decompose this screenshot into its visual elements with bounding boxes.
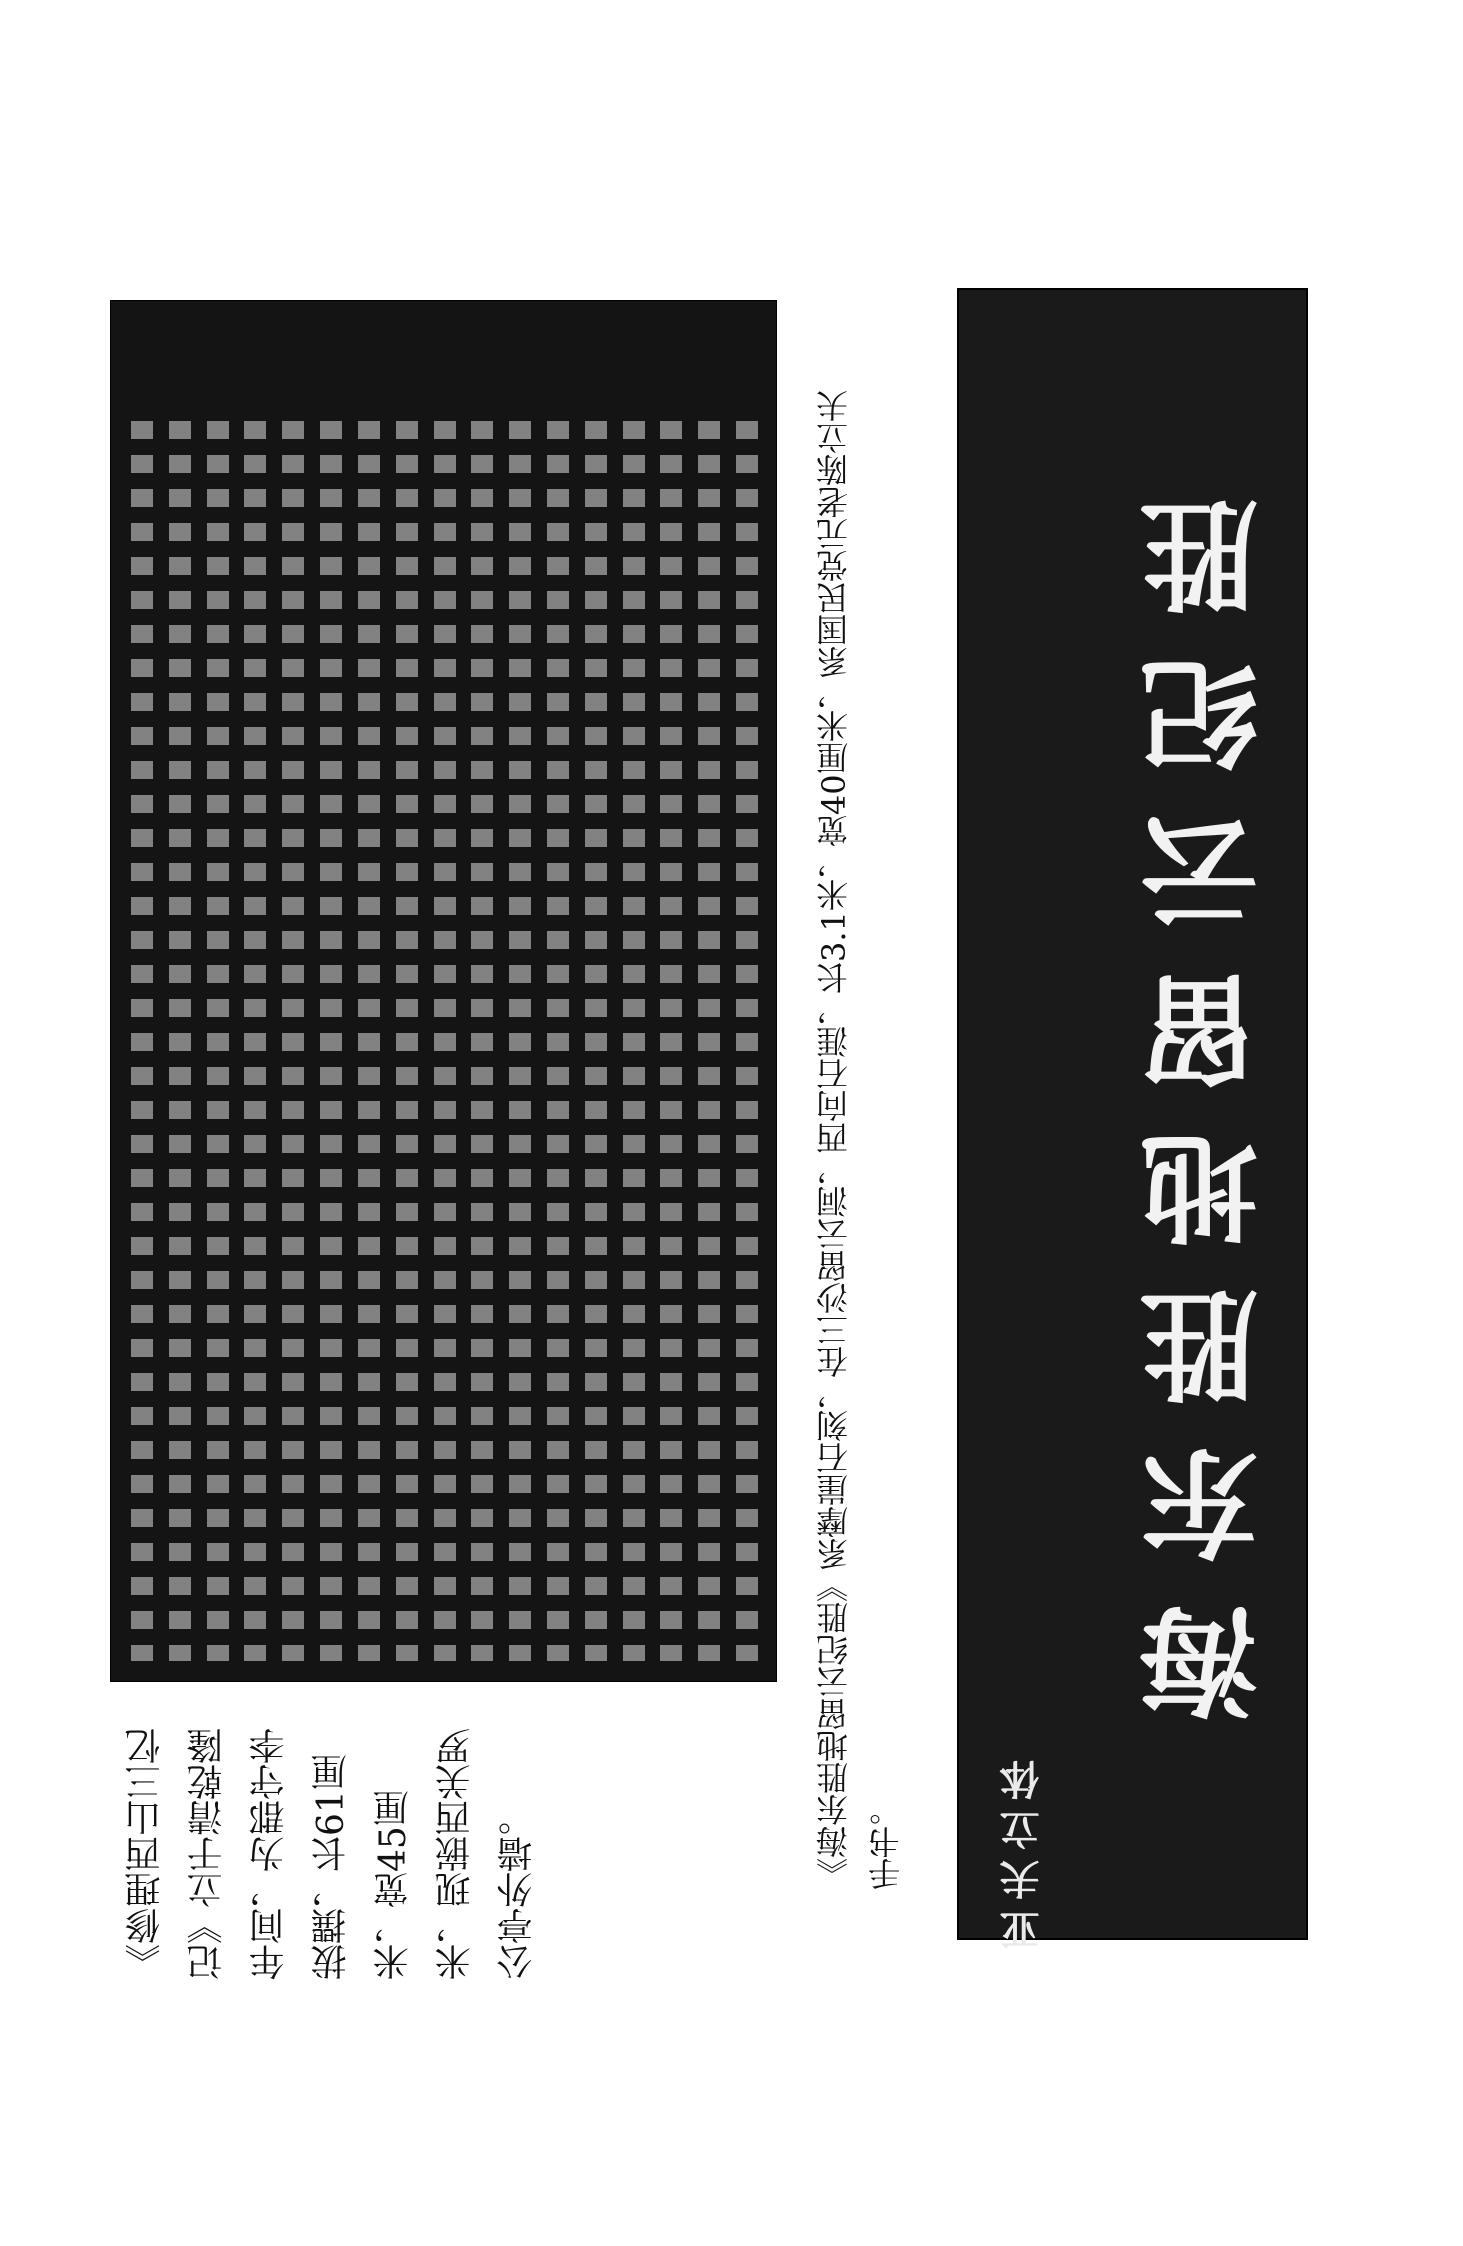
rubbing-glyph-column (736, 421, 758, 1661)
rubbing-glyph-column (169, 421, 191, 1661)
stone-rubbing-image (110, 300, 777, 1682)
rubbing-glyph-column (320, 421, 342, 1661)
main-caption: 《海东胜地留云纪胜》系摩崖石刻，在三沙留云洞，西向石涯，长3.1米，宽40厘米，系国民党元老陈立夫手书。 (815, 390, 905, 1890)
rubbing-glyph-column (434, 421, 456, 1661)
rubbing-glyph-column (358, 421, 380, 1661)
rubbing-glyph-column (282, 421, 304, 1661)
rubbing-glyph-column (396, 421, 418, 1661)
banner-title: 海东胜地留云纪胜 (1139, 458, 1278, 1722)
calligraphy-banner (957, 288, 1308, 1950)
rubbing-glyph-column (207, 421, 229, 1661)
rubbing-glyph-column (244, 421, 266, 1661)
rubbing-glyph-column (660, 421, 682, 1661)
rubbing-glyph-column (547, 421, 569, 1661)
banner-signature: 亚夫立体 (999, 1750, 1046, 1950)
secondary-caption: 《修理西山三忆记》立于清乾隆年间，为郡守李拔撰，长61厘米，宽45厘米，现嵌西关罗公亭外墙。 (125, 1728, 538, 1980)
rubbing-glyph-column (698, 421, 720, 1661)
rubbing-glyph-column (585, 421, 607, 1661)
rubbing-glyph-column (471, 421, 493, 1661)
rubbing-glyph-column (509, 421, 531, 1661)
rubbing-glyph-column (623, 421, 645, 1661)
rubbing-glyph-column (131, 421, 153, 1661)
